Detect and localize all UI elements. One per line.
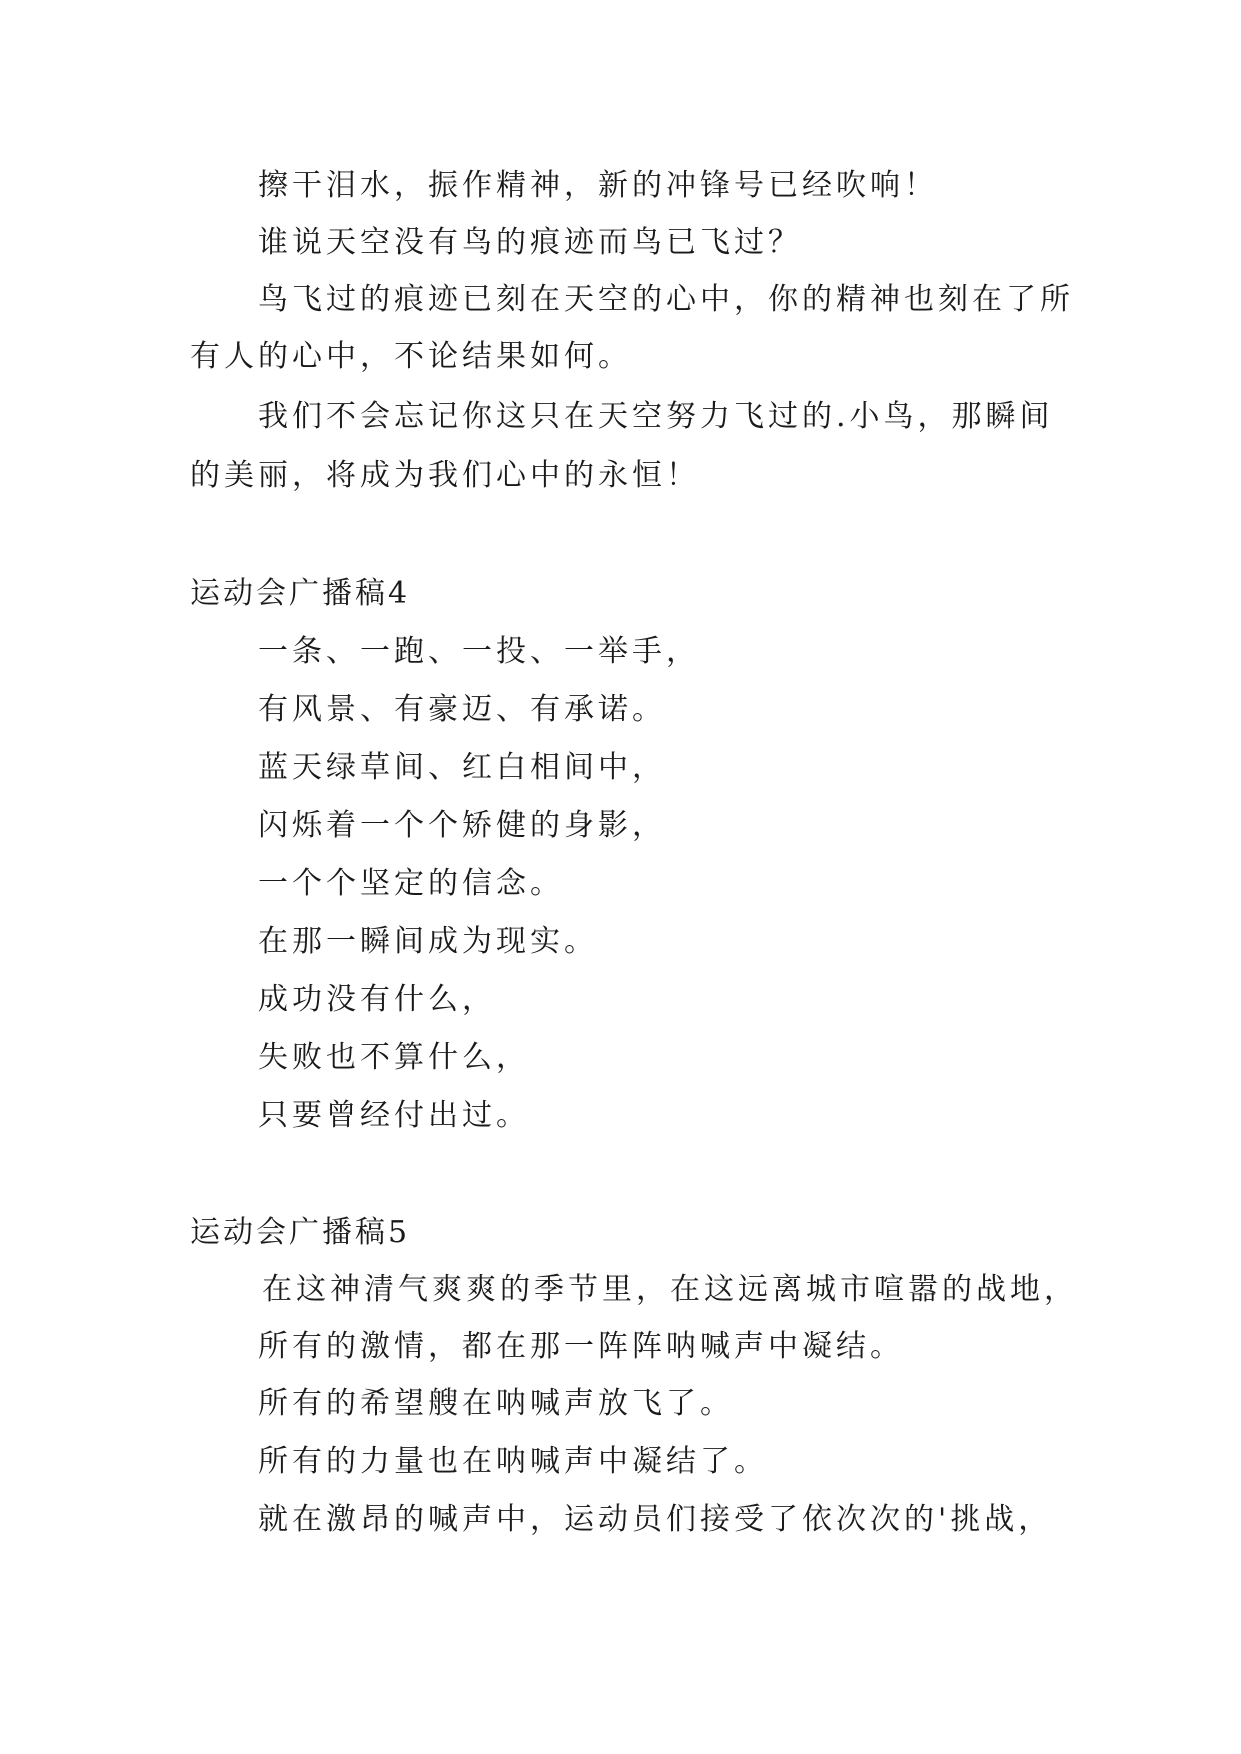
paragraph-line: 谁说天空没有鸟的痕迹而鸟已飞过？ <box>258 225 802 260</box>
paragraph-line: 就在激昂的喊声中，运动员们接受了依次次的'挑战， <box>258 1502 1053 1537</box>
poem-line: 在那一瞬间成为现实。 <box>258 924 598 959</box>
paragraph-line: 我们不会忘记你这只在天空努力飞过的.小鸟，那瞬间 <box>258 399 1054 434</box>
poem-line: 成功没有什么， <box>258 982 496 1017</box>
paragraph-line: 所有的激情，都在那一阵阵呐喊声中凝结。 <box>258 1329 904 1364</box>
paragraph-line: 所有的希望艘在呐喊声放飞了。 <box>258 1386 734 1421</box>
poem-line: 一条、一跑、一投、一举手， <box>258 634 700 669</box>
poem-line: 一个个坚定的信念。 <box>258 866 564 901</box>
paragraph-line: 的美丽，将成为我们心中的永恒！ <box>190 458 700 493</box>
section-heading: 运动会广播稿4 <box>190 576 411 611</box>
poem-line: 蓝天绿草间、红白相间中， <box>258 750 666 785</box>
poem-line: 失败也不算什么， <box>258 1040 530 1075</box>
paragraph-line: 所有的力量也在呐喊声中凝结了。 <box>258 1444 768 1479</box>
paragraph-line: 有人的心中，不论结果如何。 <box>190 339 632 374</box>
section-heading: 运动会广播稿5 <box>190 1215 411 1250</box>
paragraph-line: 在这神清气爽爽的季节里，在这远离城市喧嚣的战地， <box>262 1272 1078 1307</box>
poem-line: 有风景、有豪迈、有承诺。 <box>258 692 666 727</box>
paragraph-line: 擦干泪水，振作精神，新的冲锋号已经吹响！ <box>258 168 938 203</box>
poem-line: 只要曾经付出过。 <box>258 1098 530 1133</box>
paragraph-line: 鸟飞过的痕迹已刻在天空的心中，你的精神也刻在了所 <box>258 282 1074 317</box>
poem-line: 闪烁着一个个矫健的身影， <box>258 808 666 843</box>
